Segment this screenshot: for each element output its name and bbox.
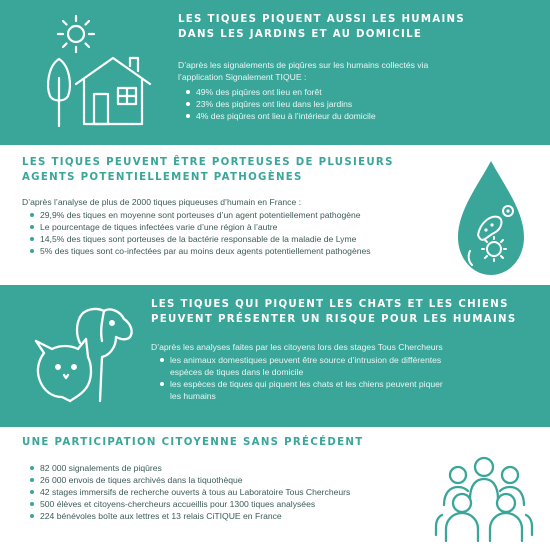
section2-intro: D’après l’analyse de plus de 2000 tiques piqueuses d’humain en France : (22, 197, 301, 207)
list-item-line: les espèces de tiques qui piquent les chats et les chiens peuvent piquer (170, 379, 443, 389)
section3-title-line2: PEUVENT PRÉSENTER UN RISQUE POUR LES HUMAINS (151, 314, 517, 325)
list-item: 49% des piqûres ont lieu en forêt (184, 86, 376, 98)
section-agents-pathogenes (0, 145, 550, 285)
section4-bullet-list (28, 462, 350, 522)
section4-title: UNE PARTICIPATION CITOYENNE SANS PRÉCÉDENT (22, 437, 364, 448)
section1-title-line1: LES TIQUES PIQUENT AUSSI LES HUMAINS (178, 14, 466, 25)
section-participation-citoyenne (0, 427, 550, 550)
section1-title (178, 12, 465, 42)
list-item: 224 bénévoles boîte aux lettres et 13 relais CiTIQUE en France (28, 510, 350, 522)
people-group-icon (432, 455, 536, 543)
sun-icon (56, 14, 96, 54)
house-icon (74, 54, 152, 126)
section3-intro: D’après les analyses faites par les citoyens lors des stages Tous Chercheurs (151, 342, 443, 352)
section-humains-jardins (0, 0, 550, 145)
list-item: 42 stages immersifs de recherche ouverts à tous au Laboratoire Tous Chercheurs (28, 486, 350, 498)
list-item (158, 378, 443, 402)
list-item-line: les humains (170, 391, 216, 401)
section2-bullet-list (28, 209, 371, 257)
section2-title-line1: LES TIQUES PEUVENT ÊTRE PORTEUSES DE PLUSIEURS (22, 157, 394, 168)
list-item: 5% des tiques sont co-infectées par au moins deux agents potentiellement pathogènes (28, 245, 371, 257)
list-item-line: les animaux domestiques peuvent être source d’intrusion de différentes (170, 355, 442, 365)
list-item: 26 000 envois de tiques archivés dans la tiquothèque (28, 474, 350, 486)
section1-intro-line2: l’application Signalement TIQUE : (178, 72, 307, 82)
list-item: 4% des piqûres ont lieu à l’intérieur du domicile (184, 110, 376, 122)
section1-intro (178, 59, 428, 83)
list-item: Le pourcentage de tiques infectées varie d’une région à l’autre (28, 221, 371, 233)
section3-title (151, 297, 517, 327)
list-item: 82 000 signalements de piqûres (28, 462, 350, 474)
list-item: 23% des piqûres ont lieu dans les jardins (184, 98, 376, 110)
list-item-line: espèces de tiques dans le domicile (170, 367, 304, 377)
section3-title-line1: LES TIQUES QUI PIQUENT LES CHATS ET LES CHIENS (151, 299, 509, 310)
section-chats-chiens (0, 285, 550, 427)
tree-icon (44, 56, 74, 128)
section2-title (22, 155, 394, 185)
section2-title-line2: AGENTS POTENTIELLEMENT PATHOGÈNES (22, 172, 303, 183)
list-item: 500 élèves et citoyens-chercheurs accueillis pour 1300 tiques analysées (28, 498, 350, 510)
section1-bullet-list (184, 86, 376, 122)
list-item: 14,5% des tiques sont porteuses de la bactérie responsable de la maladie de Lyme (28, 233, 371, 245)
section1-intro-line1: D’après les signalements de piqûres sur les humains collectés via (178, 60, 429, 70)
section3-bullet-list (158, 354, 443, 402)
dog-cat-icon (30, 301, 136, 405)
list-item: 29,9% des tiques en moyenne sont porteuses d’un agent potentiellement pathogène (28, 209, 371, 221)
blood-drop-pathogen-icon (456, 159, 526, 277)
section1-title-line2: DANS LES JARDINS ET AU DOMICILE (178, 29, 423, 40)
list-item (158, 354, 443, 378)
